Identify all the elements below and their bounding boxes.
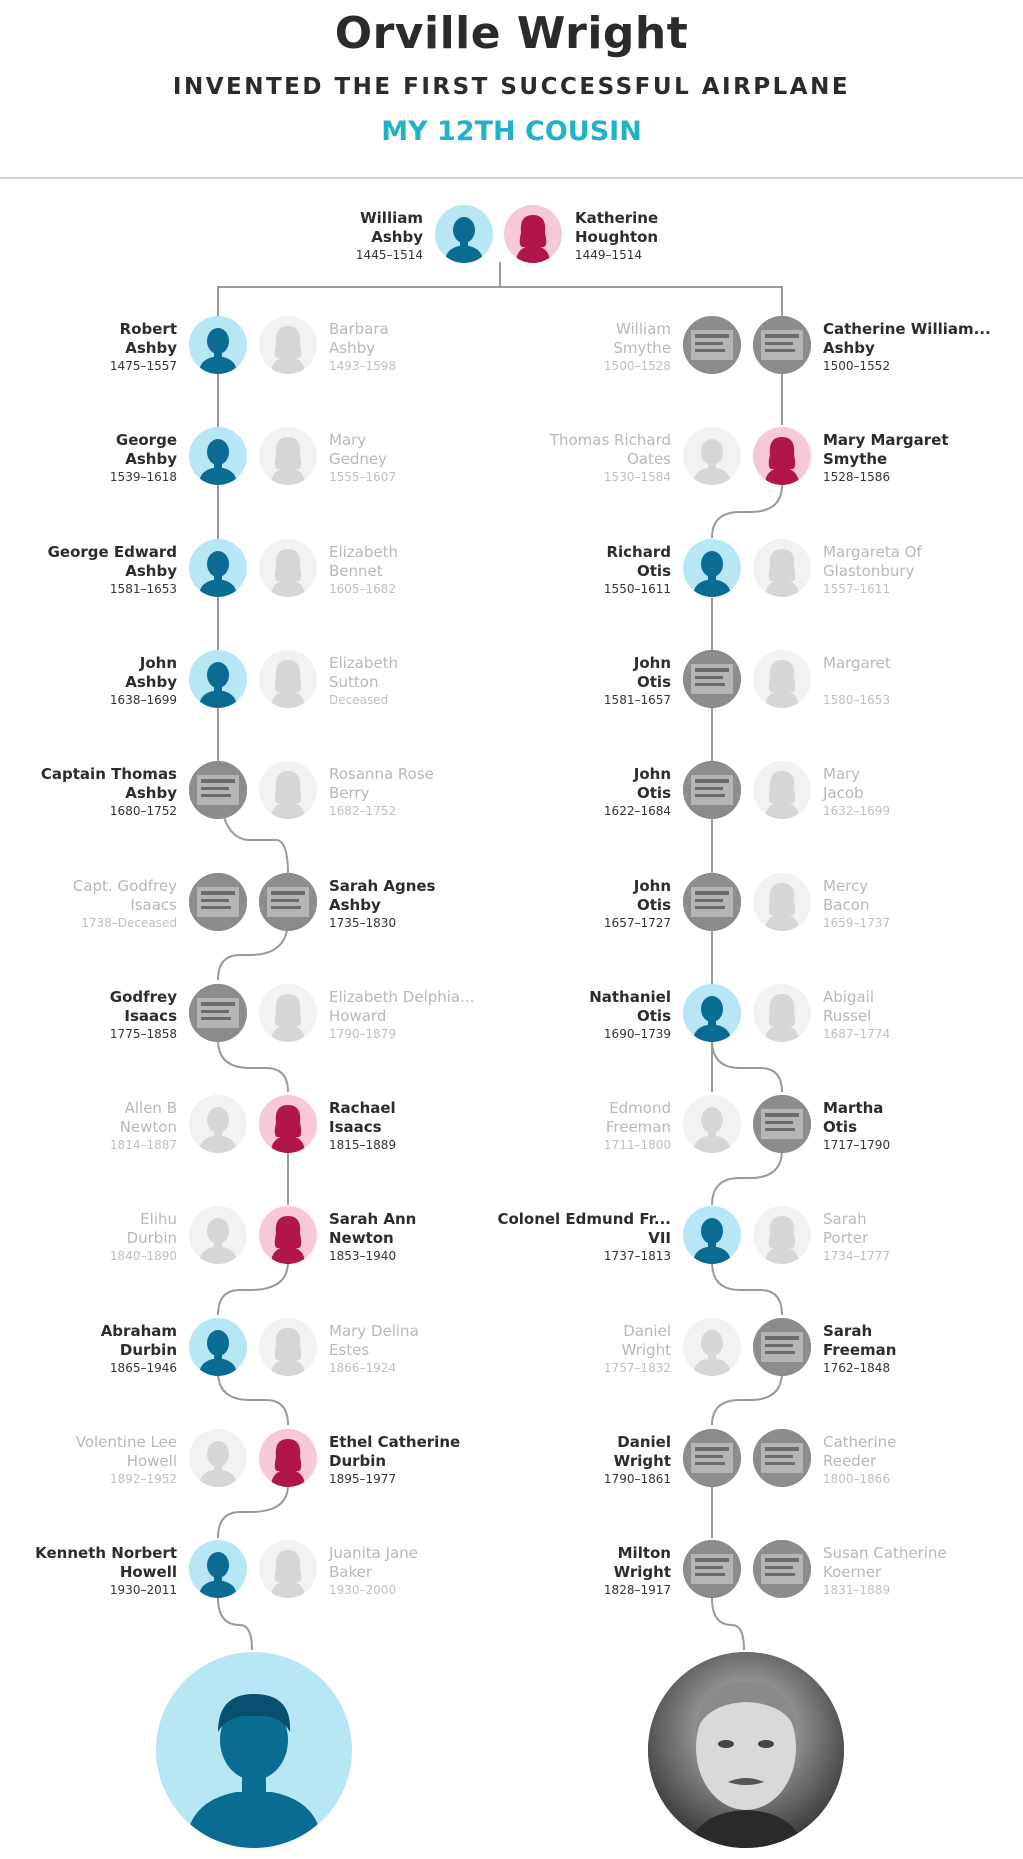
right-spouse-avatar[interactable] bbox=[753, 539, 811, 597]
first-name: Susan Catherine bbox=[823, 1544, 947, 1562]
last-name: Ashby bbox=[823, 339, 875, 357]
last-name: Porter bbox=[823, 1229, 869, 1247]
photo-icon bbox=[259, 873, 317, 931]
orville-wright-portrait[interactable] bbox=[648, 1652, 844, 1848]
right-spouse-avatar[interactable] bbox=[683, 1095, 741, 1153]
last-name: Estes bbox=[329, 1341, 370, 1359]
photo-icon bbox=[753, 1540, 811, 1598]
last-name: Newton bbox=[329, 1229, 394, 1247]
right-spouse-name[interactable] bbox=[411, 320, 671, 375]
life-years: 1493–1598 bbox=[329, 359, 397, 373]
first-name: Elizabeth bbox=[329, 654, 399, 672]
left-ancestor-avatar[interactable] bbox=[189, 1318, 247, 1376]
right-ancestor-name[interactable] bbox=[411, 988, 671, 1043]
life-years: 1866–1924 bbox=[329, 1361, 397, 1375]
female-silhouette-icon bbox=[504, 205, 562, 263]
first-name: Sarah Ann bbox=[329, 1210, 417, 1228]
right-ancestor-avatar[interactable] bbox=[683, 1429, 741, 1487]
last-name: Ashby bbox=[125, 673, 177, 691]
first-name: Nathaniel bbox=[589, 988, 671, 1006]
life-years: 1557–1611 bbox=[823, 582, 891, 596]
female-silhouette-icon bbox=[259, 1206, 317, 1264]
life-years: 1500–1528 bbox=[603, 359, 671, 373]
first-name: Sarah Agnes bbox=[329, 877, 436, 895]
left-ancestor-avatar[interactable] bbox=[189, 316, 247, 374]
right-ancestor-avatar[interactable] bbox=[753, 1318, 811, 1376]
last-name: Wright bbox=[613, 1563, 671, 1581]
right-spouse-avatar[interactable] bbox=[683, 316, 741, 374]
left-ancestor-name[interactable] bbox=[0, 988, 177, 1043]
right-ancestor-avatar[interactable] bbox=[753, 1095, 811, 1153]
life-years: 1865–1946 bbox=[109, 1361, 177, 1375]
first-name: John bbox=[139, 654, 177, 672]
photo-icon bbox=[753, 316, 811, 374]
first-name: William bbox=[616, 320, 671, 338]
left-spouse-avatar[interactable] bbox=[189, 1429, 247, 1487]
left-ancestor-name[interactable] bbox=[0, 1544, 177, 1599]
female-silhouette-icon bbox=[259, 1429, 317, 1487]
life-years: 1840–1890 bbox=[109, 1249, 177, 1263]
female-silhouette-icon bbox=[753, 984, 811, 1042]
first-name: Daniel bbox=[617, 1433, 671, 1451]
male-silhouette-icon bbox=[683, 1206, 741, 1264]
male-silhouette-icon bbox=[189, 1095, 247, 1153]
life-years: 1475–1557 bbox=[109, 359, 177, 373]
right-ancestor-name[interactable] bbox=[823, 1099, 1023, 1154]
first-name: Elizabeth Delphia... bbox=[329, 988, 475, 1006]
first-name: Colonel Edmund Fr... bbox=[497, 1210, 671, 1228]
last-name: Otis bbox=[637, 784, 671, 802]
female-silhouette-icon bbox=[259, 1095, 317, 1153]
left-ancestor-name[interactable] bbox=[0, 431, 177, 486]
left-ancestor-avatar[interactable] bbox=[189, 761, 247, 819]
first-name: Kenneth Norbert bbox=[35, 1544, 177, 1562]
right-spouse-name[interactable] bbox=[823, 988, 1023, 1043]
person-silhouette-icon bbox=[156, 1652, 352, 1848]
last-name: Howell bbox=[119, 1563, 177, 1581]
last-name: Ashby bbox=[329, 896, 381, 914]
last-name: VII bbox=[648, 1229, 671, 1247]
first-name: Rosanna Rose bbox=[329, 765, 434, 783]
ancestor-name-william-ashby[interactable] bbox=[163, 209, 423, 264]
last-name: Jacob bbox=[823, 784, 864, 802]
life-years: 1735–1830 bbox=[329, 916, 397, 930]
last-name: Berry bbox=[329, 784, 370, 802]
first-name: Mary Delina bbox=[329, 1322, 419, 1340]
first-name: John bbox=[633, 654, 671, 672]
first-name: William bbox=[360, 209, 423, 227]
male-silhouette-icon bbox=[683, 1318, 741, 1376]
left-spouse-name[interactable] bbox=[0, 1099, 177, 1154]
life-years: 1690–1739 bbox=[603, 1027, 671, 1041]
left-spouse-avatar[interactable] bbox=[259, 761, 317, 819]
right-spouse-name[interactable] bbox=[823, 1544, 1023, 1599]
last-name: Sutton bbox=[329, 673, 379, 691]
right-spouse-avatar[interactable] bbox=[683, 1318, 741, 1376]
right-ancestor-avatar[interactable] bbox=[683, 873, 741, 931]
male-silhouette-icon bbox=[683, 539, 741, 597]
life-years: 1892–1952 bbox=[109, 1472, 177, 1486]
right-spouse-avatar[interactable] bbox=[753, 1429, 811, 1487]
left-ancestor-avatar[interactable] bbox=[189, 539, 247, 597]
female-silhouette-icon bbox=[259, 761, 317, 819]
life-years: 1734–1777 bbox=[823, 1249, 891, 1263]
left-spouse-avatar[interactable] bbox=[259, 1540, 317, 1598]
relationship-label: MY 12TH COUSIN bbox=[381, 116, 642, 147]
life-years: 1762–1848 bbox=[823, 1361, 891, 1375]
photo-icon bbox=[683, 873, 741, 931]
first-name: George bbox=[115, 431, 177, 449]
ancestor-avatar-katherine-houghton[interactable] bbox=[504, 205, 562, 263]
photo-icon bbox=[189, 873, 247, 931]
right-ancestor-name[interactable] bbox=[411, 1210, 671, 1265]
photo-icon bbox=[189, 761, 247, 819]
life-years: 1622–1684 bbox=[603, 804, 671, 818]
last-name: Ashby bbox=[125, 562, 177, 580]
first-name: Sarah bbox=[823, 1210, 867, 1228]
right-ancestor-avatar[interactable] bbox=[683, 984, 741, 1042]
right-ancestor-name[interactable] bbox=[823, 431, 1023, 486]
life-years: 1930–2011 bbox=[109, 1583, 177, 1597]
life-years: 1530–1584 bbox=[603, 470, 671, 484]
right-ancestor-name[interactable] bbox=[823, 1322, 1023, 1377]
left-ancestor-name[interactable] bbox=[0, 1322, 177, 1377]
first-name: Thomas Richard bbox=[549, 431, 671, 449]
last-name: Otis bbox=[637, 562, 671, 580]
left-ancestor-avatar[interactable] bbox=[189, 650, 247, 708]
first-name: Abraham bbox=[100, 1322, 177, 1340]
right-ancestor-name[interactable] bbox=[823, 320, 1023, 375]
life-years: 1815–1889 bbox=[329, 1138, 397, 1152]
first-name: Catherine William... bbox=[823, 320, 991, 338]
left-ancestor-avatar[interactable] bbox=[259, 873, 317, 931]
photo-icon bbox=[753, 1095, 811, 1153]
first-name: Edmond bbox=[609, 1099, 671, 1117]
left-spouse-avatar[interactable] bbox=[259, 1318, 317, 1376]
last-name: Otis bbox=[637, 896, 671, 914]
life-years: 1828–1917 bbox=[603, 1583, 671, 1597]
life-years: 1680–1752 bbox=[109, 804, 177, 818]
male-silhouette-icon bbox=[435, 205, 493, 263]
right-ancestor-avatar[interactable] bbox=[683, 539, 741, 597]
last-name: Newton bbox=[119, 1118, 177, 1136]
first-name: Margareta Of bbox=[823, 543, 922, 561]
first-name: Margaret bbox=[823, 654, 891, 672]
first-name: Mary bbox=[823, 765, 861, 783]
last-name: Howell bbox=[126, 1452, 177, 1470]
left-spouse-avatar[interactable] bbox=[259, 539, 317, 597]
female-silhouette-icon bbox=[753, 873, 811, 931]
male-silhouette-icon bbox=[683, 427, 741, 485]
left-spouse-avatar[interactable] bbox=[259, 650, 317, 708]
first-name: Daniel bbox=[623, 1322, 671, 1340]
life-years: 1528–1586 bbox=[823, 470, 891, 484]
life-years: 1737–1813 bbox=[603, 1249, 671, 1263]
life-years: 1717–1790 bbox=[823, 1138, 891, 1152]
female-silhouette-icon bbox=[259, 316, 317, 374]
ancestor-name-katherine-houghton[interactable] bbox=[575, 209, 835, 264]
first-name: Elihu bbox=[140, 1210, 177, 1228]
right-spouse-avatar[interactable] bbox=[753, 873, 811, 931]
first-name: Juanita Jane bbox=[329, 1544, 418, 1562]
life-years: 1580–1653 bbox=[823, 693, 891, 707]
right-spouse-avatar[interactable] bbox=[683, 427, 741, 485]
last-name: Ashby bbox=[125, 450, 177, 468]
male-silhouette-icon bbox=[189, 427, 247, 485]
first-name: Barbara bbox=[329, 320, 389, 338]
first-name: Sarah bbox=[823, 1322, 873, 1340]
life-years: 1711–1800 bbox=[603, 1138, 671, 1152]
right-spouse-name[interactable] bbox=[823, 765, 1023, 820]
life-years: 1581–1657 bbox=[603, 693, 671, 707]
page-title: Orville Wright bbox=[334, 8, 689, 59]
female-silhouette-icon bbox=[259, 1540, 317, 1598]
female-silhouette-icon bbox=[753, 650, 811, 708]
life-years: 1687–1774 bbox=[823, 1027, 891, 1041]
male-silhouette-icon bbox=[189, 650, 247, 708]
right-spouse-avatar[interactable] bbox=[753, 650, 811, 708]
right-ancestor-name[interactable] bbox=[411, 765, 671, 820]
last-name: Koerner bbox=[823, 1563, 882, 1581]
last-name: Russel bbox=[823, 1007, 872, 1025]
right-spouse-avatar[interactable] bbox=[753, 1206, 811, 1264]
last-name: Otis bbox=[637, 1007, 671, 1025]
last-name bbox=[823, 673, 1023, 692]
last-name: Bacon bbox=[823, 896, 870, 914]
right-ancestor-avatar[interactable] bbox=[753, 316, 811, 374]
left-spouse-avatar[interactable] bbox=[189, 1206, 247, 1264]
life-years: 1605–1682 bbox=[329, 582, 397, 596]
left-ancestor-name[interactable] bbox=[0, 320, 177, 375]
left-spouse-avatar[interactable] bbox=[189, 873, 247, 931]
ancestor-avatar-william-ashby[interactable] bbox=[435, 205, 493, 263]
last-name: Oates bbox=[627, 450, 671, 468]
photo-icon bbox=[683, 1540, 741, 1598]
subtitle: INVENTED THE FIRST SUCCESSFUL AIRPLANE bbox=[172, 74, 851, 100]
left-spouse-name[interactable] bbox=[0, 1210, 177, 1265]
photo-icon bbox=[683, 1429, 741, 1487]
last-name: Otis bbox=[823, 1118, 857, 1136]
first-name: Capt. Godfrey bbox=[72, 877, 177, 895]
last-name: Howard bbox=[329, 1007, 387, 1025]
last-name: Smythe bbox=[613, 339, 671, 357]
left-ancestor-avatar[interactable] bbox=[259, 1429, 317, 1487]
life-years: 1445–1514 bbox=[355, 248, 423, 262]
right-spouse-avatar[interactable] bbox=[753, 984, 811, 1042]
left-spouse-avatar[interactable] bbox=[189, 1095, 247, 1153]
life-years: 1738–Deceased bbox=[81, 916, 177, 930]
left-ancestor-avatar[interactable] bbox=[189, 427, 247, 485]
last-name: Ashby bbox=[371, 228, 423, 246]
last-name: Glastonbury bbox=[823, 562, 915, 580]
left-ancestor-avatar[interactable] bbox=[189, 984, 247, 1042]
female-silhouette-icon bbox=[259, 427, 317, 485]
female-silhouette-icon bbox=[259, 1318, 317, 1376]
life-years: 1853–1940 bbox=[329, 1249, 397, 1263]
right-ancestor-avatar[interactable] bbox=[683, 1206, 741, 1264]
first-name: Rachael bbox=[329, 1099, 396, 1117]
right-spouse-name[interactable] bbox=[411, 1322, 671, 1377]
male-silhouette-icon bbox=[189, 1206, 247, 1264]
first-name: Mary bbox=[329, 431, 367, 449]
life-years: 1550–1611 bbox=[603, 582, 671, 596]
male-silhouette-icon bbox=[683, 1095, 741, 1153]
first-name: Katherine bbox=[575, 209, 659, 227]
first-name: Martha bbox=[823, 1099, 884, 1117]
right-ancestor-avatar[interactable] bbox=[683, 650, 741, 708]
male-silhouette-icon bbox=[189, 1540, 247, 1598]
left-ancestor-avatar[interactable] bbox=[189, 1540, 247, 1598]
photo-icon bbox=[753, 1318, 811, 1376]
male-silhouette-icon bbox=[189, 1318, 247, 1376]
life-years: 1657–1727 bbox=[603, 916, 671, 930]
left-ancestor-avatar[interactable] bbox=[259, 1095, 317, 1153]
male-silhouette-icon bbox=[189, 539, 247, 597]
first-name: Abigail bbox=[823, 988, 874, 1006]
right-ancestor-name[interactable] bbox=[411, 543, 671, 598]
right-spouse-avatar[interactable] bbox=[753, 1540, 811, 1598]
female-silhouette-icon bbox=[259, 650, 317, 708]
right-spouse-name[interactable] bbox=[823, 1433, 1023, 1488]
right-ancestor-avatar[interactable] bbox=[683, 1540, 741, 1598]
last-name: Freeman bbox=[605, 1118, 671, 1136]
first-name: Milton bbox=[617, 1544, 671, 1562]
life-years: 1790–1879 bbox=[329, 1027, 397, 1041]
last-name: Gedney bbox=[329, 450, 387, 468]
female-silhouette-icon bbox=[753, 761, 811, 819]
right-ancestor-avatar[interactable] bbox=[683, 761, 741, 819]
right-ancestor-name[interactable] bbox=[411, 1433, 671, 1488]
photo-icon bbox=[683, 650, 741, 708]
last-name: Reeder bbox=[823, 1452, 877, 1470]
life-years: 1638–1699 bbox=[109, 693, 177, 707]
last-name: Ashby bbox=[329, 339, 375, 357]
last-name: Durbin bbox=[329, 1452, 387, 1470]
left-ancestor-name[interactable] bbox=[0, 543, 177, 598]
life-years: Deceased bbox=[329, 693, 389, 707]
right-ancestor-name[interactable] bbox=[411, 1544, 671, 1599]
male-silhouette-icon bbox=[189, 1429, 247, 1487]
first-name: Catherine bbox=[823, 1433, 897, 1451]
last-name: Isaacs bbox=[329, 1118, 382, 1136]
left-ancestor-name[interactable] bbox=[0, 765, 177, 820]
last-name: Ashby bbox=[125, 339, 177, 357]
right-spouse-avatar[interactable] bbox=[753, 761, 811, 819]
last-name: Otis bbox=[637, 673, 671, 691]
first-name: John bbox=[633, 765, 671, 783]
photo-icon bbox=[189, 984, 247, 1042]
right-spouse-name[interactable] bbox=[823, 1210, 1023, 1265]
last-name: Durbin bbox=[126, 1229, 177, 1247]
left-ancestor-avatar[interactable] bbox=[259, 1206, 317, 1264]
last-name: Houghton bbox=[575, 228, 659, 246]
female-silhouette-icon bbox=[753, 539, 811, 597]
life-years: 1930–2000 bbox=[329, 1583, 397, 1597]
female-silhouette-icon bbox=[259, 984, 317, 1042]
life-years: 1581–1653 bbox=[109, 582, 177, 596]
photo-icon bbox=[683, 761, 741, 819]
first-name: Ethel Catherine bbox=[329, 1433, 461, 1451]
last-name: Wright bbox=[613, 1452, 671, 1470]
life-years: 1814–1887 bbox=[109, 1138, 177, 1152]
male-silhouette-icon bbox=[683, 984, 741, 1042]
left-spouse-avatar[interactable] bbox=[259, 316, 317, 374]
first-name: Richard bbox=[606, 543, 671, 561]
last-name: Isaacs bbox=[124, 1007, 177, 1025]
last-name: Isaacs bbox=[130, 896, 177, 914]
male-silhouette-icon bbox=[189, 316, 247, 374]
right-spouse-name[interactable] bbox=[411, 431, 671, 486]
last-name: Baker bbox=[329, 1563, 373, 1581]
left-spouse-avatar[interactable] bbox=[259, 427, 317, 485]
left-ancestor-name[interactable] bbox=[0, 654, 177, 709]
right-ancestor-name[interactable] bbox=[411, 877, 671, 932]
life-years: 1539–1618 bbox=[109, 470, 177, 484]
last-name: Durbin bbox=[119, 1341, 177, 1359]
first-name: Elizabeth bbox=[329, 543, 399, 561]
first-name: John bbox=[633, 877, 671, 895]
right-spouse-name[interactable] bbox=[823, 654, 1023, 709]
life-years: 1775–1858 bbox=[109, 1027, 177, 1041]
life-years: 1800–1866 bbox=[823, 1472, 891, 1486]
right-spouse-name[interactable] bbox=[823, 543, 1023, 598]
last-name: Smythe bbox=[823, 450, 888, 468]
life-years: 1449–1514 bbox=[575, 248, 643, 262]
last-name: Freeman bbox=[823, 1341, 897, 1359]
life-years: 1659–1737 bbox=[823, 916, 891, 930]
photo-icon bbox=[683, 316, 741, 374]
life-years: 1500–1552 bbox=[823, 359, 891, 373]
life-years: 1632–1699 bbox=[823, 804, 891, 818]
left-spouse-name[interactable] bbox=[0, 1433, 177, 1488]
left-spouse-name[interactable] bbox=[0, 877, 177, 932]
portrait-photo-icon bbox=[648, 1652, 844, 1848]
life-years: 1757–1832 bbox=[603, 1361, 671, 1375]
last-name: Bennet bbox=[329, 562, 383, 580]
right-ancestor-name[interactable] bbox=[411, 654, 671, 709]
right-spouse-name[interactable] bbox=[823, 877, 1023, 932]
self-avatar[interactable] bbox=[156, 1652, 352, 1848]
first-name: Robert bbox=[119, 320, 177, 338]
female-silhouette-icon bbox=[753, 427, 811, 485]
life-years: 1555–1607 bbox=[329, 470, 397, 484]
female-silhouette-icon bbox=[753, 1206, 811, 1264]
photo-icon bbox=[753, 1429, 811, 1487]
first-name: Mercy bbox=[823, 877, 869, 895]
first-name: Godfrey bbox=[109, 988, 177, 1006]
first-name: Allen B bbox=[124, 1099, 177, 1117]
life-years: 1682–1752 bbox=[329, 804, 397, 818]
first-name: Captain Thomas bbox=[40, 765, 177, 783]
left-spouse-avatar[interactable] bbox=[259, 984, 317, 1042]
last-name: Wright bbox=[621, 1341, 671, 1359]
life-years: 1895–1977 bbox=[329, 1472, 397, 1486]
right-ancestor-avatar[interactable] bbox=[753, 427, 811, 485]
life-years: 1790–1861 bbox=[603, 1472, 671, 1486]
first-name: Volentine Lee bbox=[75, 1433, 177, 1451]
female-silhouette-icon bbox=[259, 539, 317, 597]
first-name: George Edward bbox=[47, 543, 177, 561]
first-name: Mary Margaret bbox=[823, 431, 949, 449]
life-years: 1831–1889 bbox=[823, 1583, 891, 1597]
last-name: Ashby bbox=[125, 784, 177, 802]
right-spouse-name[interactable] bbox=[411, 1099, 671, 1154]
